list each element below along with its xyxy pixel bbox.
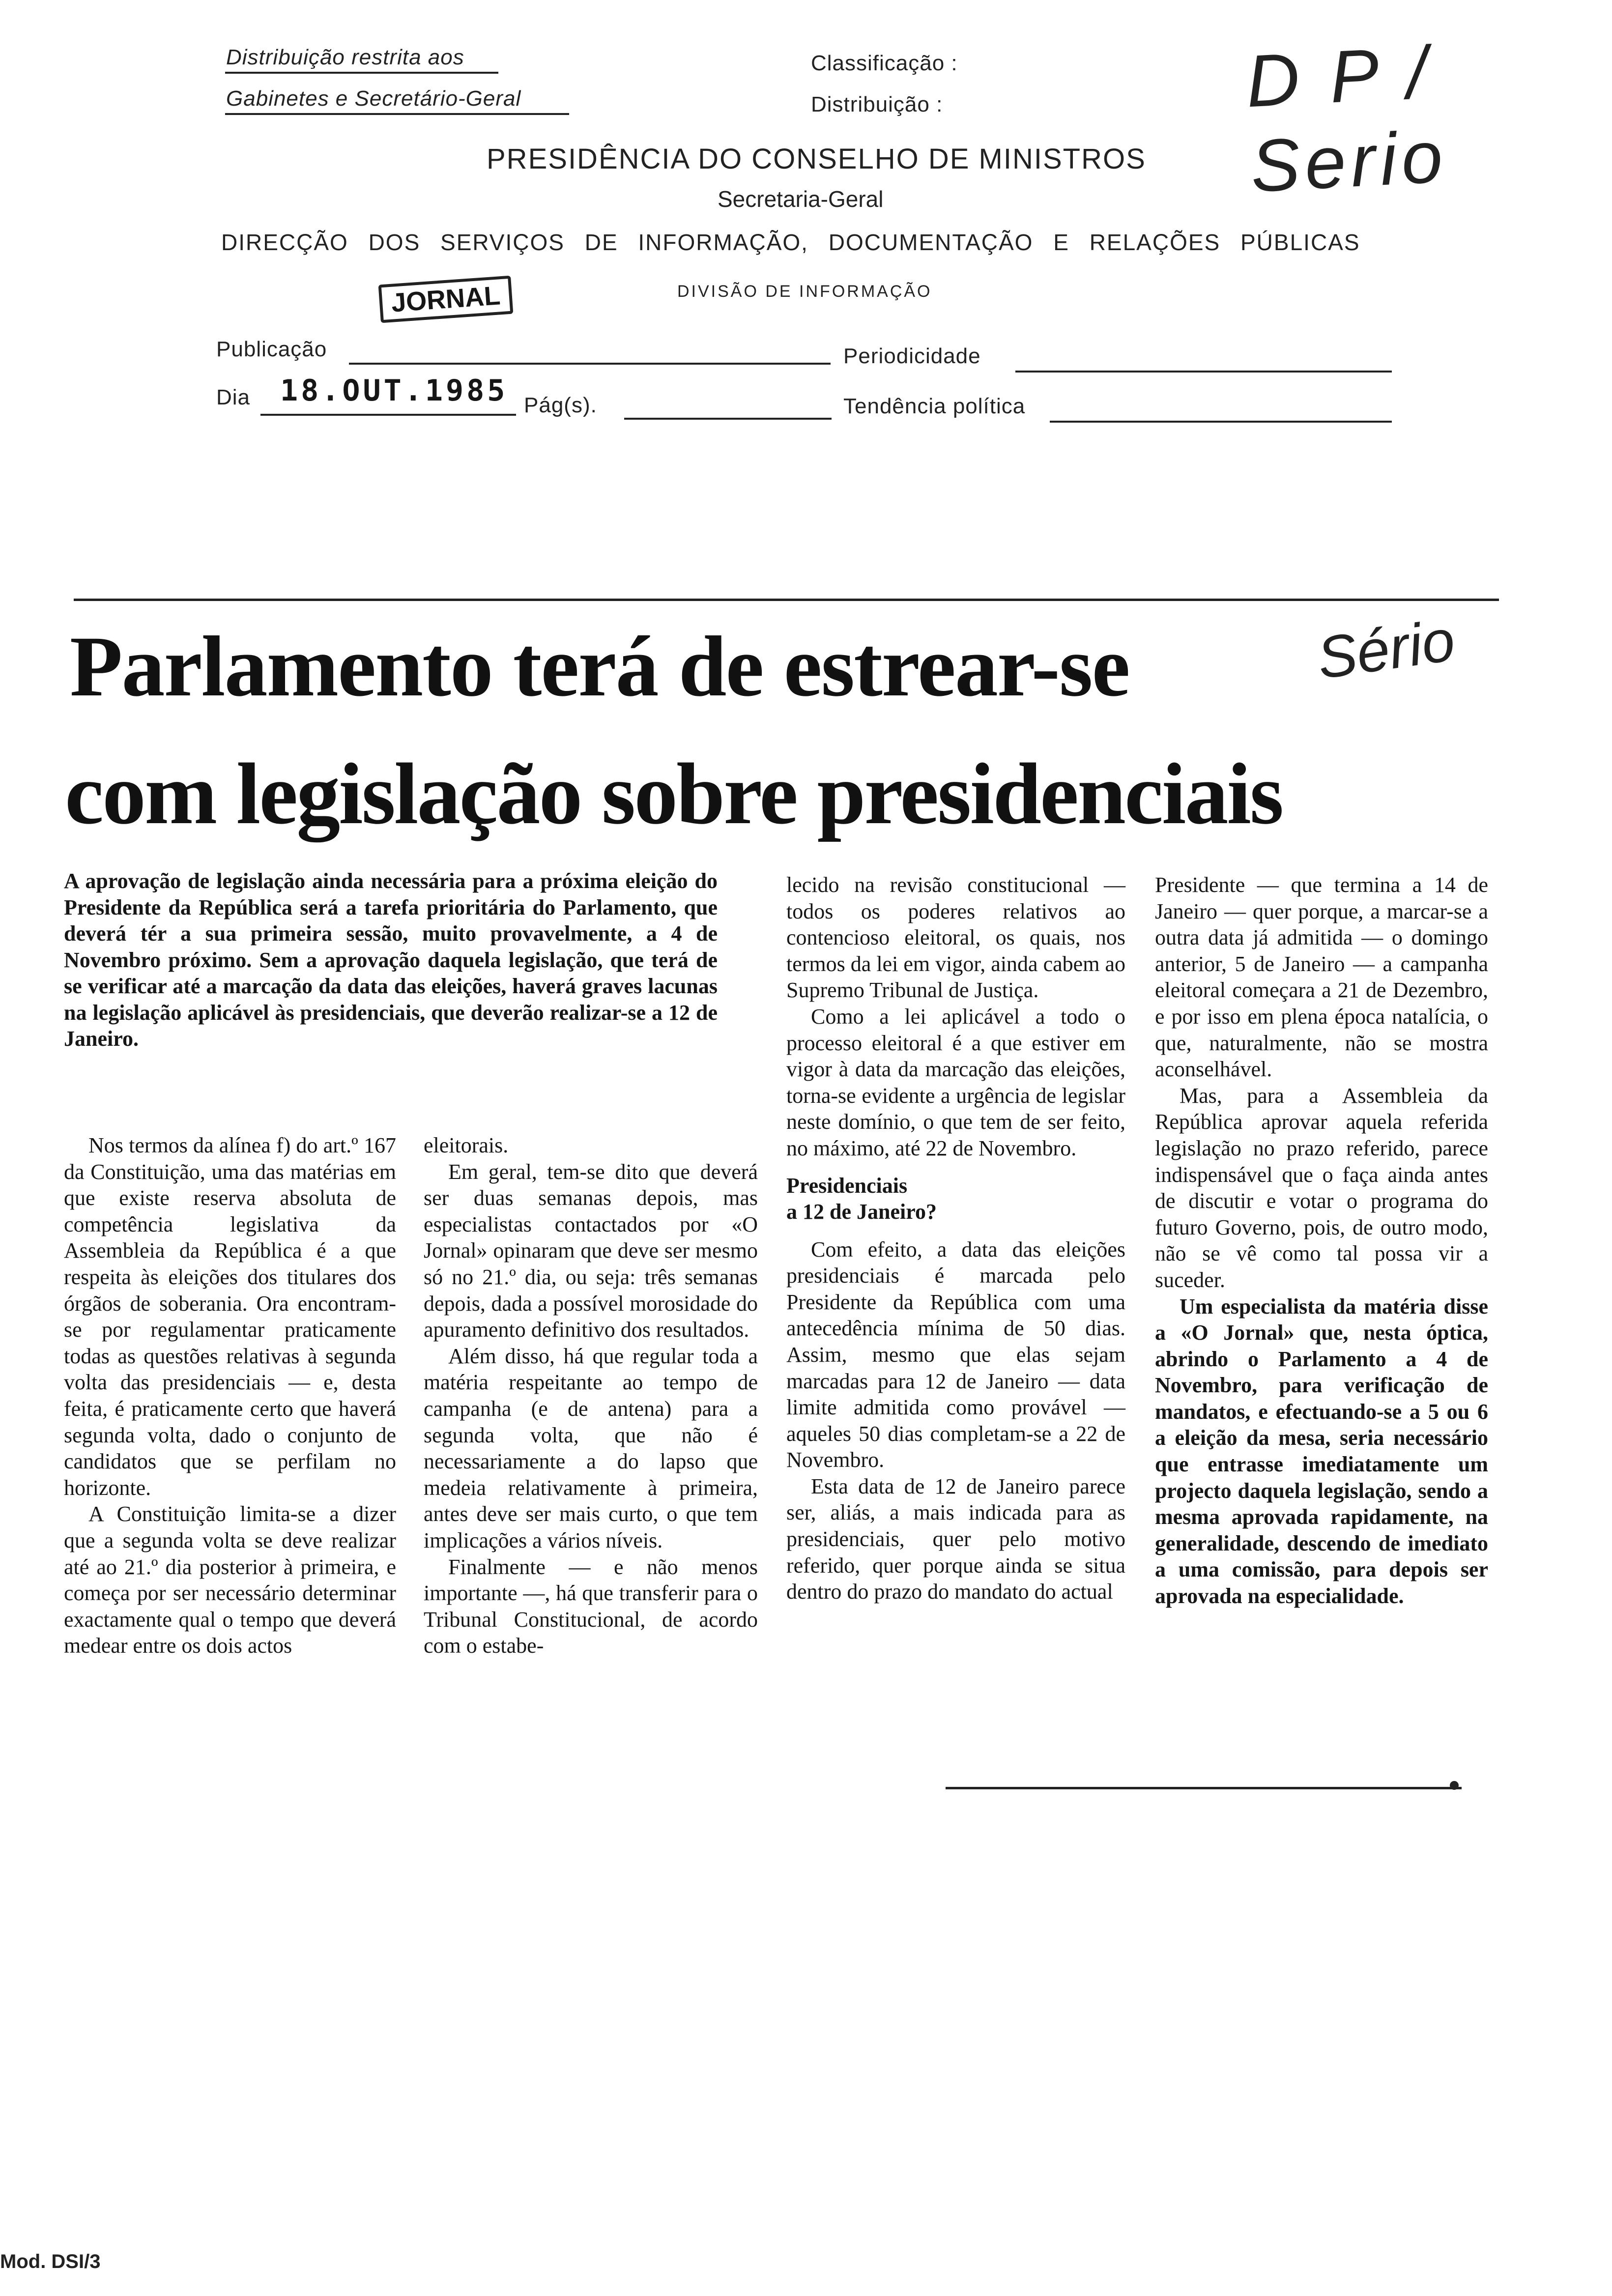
publicacao-label: Publicação xyxy=(216,337,327,361)
col4-paragraph-2: Mas, para a Assembleia da República aprovar aquela referida legislação no prazo referido, parece indispensável que o faça ainda antes de discutir e votar o programa do futuro Governo, pois, de outro modo, não se vê como tal possa vir a suceder. xyxy=(1155,1083,1488,1292)
article-end-rule xyxy=(946,1787,1462,1789)
col3-paragraph-4: Esta data de 12 de Janeiro parece ser, aliás, a mais indicada para as presidenciais, quer pelo motivo referido, quer porque ainda se situa dentro do prazo do mandato do actual xyxy=(786,1474,1125,1604)
tendencia-field xyxy=(1050,421,1392,423)
headline-line-2: com legislação sobre presidenciais xyxy=(65,745,1283,842)
restricted-underline-2 xyxy=(225,113,569,115)
subheading xyxy=(786,1173,1125,1225)
col2-paragraph-3: Além disso, há que regular toda a matéria respeitante ao tempo de campanha (e de antena) para a segunda volta, que não é necessariamente a do lapso que medeia relativamente à primeira, antes deve ser mais curto, o que tem implicações a vários níveis. xyxy=(424,1344,758,1552)
subheading-line-2: a 12 de Janeiro? xyxy=(786,1199,937,1224)
article-column-1 xyxy=(64,1132,396,1659)
restricted-distribution-line1: Distribuição restrita aos xyxy=(226,45,464,69)
col2-paragraph-2: Em geral, tem-se dito que deverá ser duas semanas depois, mas especialistas contactados por «O Jornal» opinaram que deve ser mesmo só no 21.º dia, ou seja: três semanas depois, dada a possível morosidade do apuramento definitivo dos resultados. xyxy=(424,1159,758,1342)
periodicidade-label: Periodicidade xyxy=(843,344,981,368)
form-code: Mod. DSI/3 xyxy=(0,2251,101,2272)
subheading-line-1: Presidenciais xyxy=(786,1173,908,1198)
col3-paragraph-3: Com efeito, a data das eleições presidenciais é marcada pelo Presidente da República com uma antecedência mínima de 50 dias. Assim, mesmo que elas sejam marcadas para 12 de Janeiro — data limite admitida como provável — aqueles 50 dias completam-se a 22 de Novembro. xyxy=(786,1237,1125,1472)
pags-field xyxy=(624,418,832,420)
pags-label: Pág(s). xyxy=(524,393,597,417)
article-column-2 xyxy=(424,1132,758,1659)
article-column-3 xyxy=(786,872,1125,1605)
article-column-4 xyxy=(1155,872,1488,1609)
col3-paragraph-1: lecido na revisão constitucional — todos os poderes relativos ao contencioso eleitoral, os quais, nos termos da lei em vigor, ainda cabem ao Supremo Tribunal de Justiça. xyxy=(786,873,1125,1003)
article-end-mark xyxy=(1450,1781,1459,1790)
division-label: DIVISÃO DE INFORMAÇÃO xyxy=(677,282,932,301)
jornal-stamp-text: JORNAL xyxy=(390,281,501,318)
direction-line: DIRECÇÃO DOS SERVIÇOS DE INFORMAÇÃO, DOCUMENTAÇÃO E RELAÇÕES PÚBLICAS xyxy=(221,230,1360,255)
jornal-stamp xyxy=(378,276,514,323)
handwritten-margin-note: Sério xyxy=(1313,607,1459,691)
col4-paragraph-3: Um especialista da matéria disse a «O Jornal» que, nesta óptica, abrindo o Parlamento a 4 de Novembro, para verificação de mandatos, e efectuando-se a 5 ou 6 a eleição da mesa, seria necessário que entrasse imediatamente um projecto daquela legislação, sendo a mesma aprovada rapidamente, na generalidade, descendo de imediato a uma comissão, para depois ser aprovada na especialidade. xyxy=(1155,1294,1488,1608)
col1-paragraph-1: Nos termos da alínea f) do art.º 167 da Constituição, uma das matérias em que existe reserva absoluta de competência legislativa da Assembleia da República é a que respeita às eleições dos titulares dos órgãos de soberania. Ora encontram-se por regulamentar praticamente todas as questões relativas à segunda volta das presidenciais — e, desta feita, é praticamente certo que haverá segunda volta, dado o conjunto de candidatos que se perfilam no horizonte. xyxy=(64,1133,396,1500)
col1-paragraph-2: A Constituição limita-se a dizer que a segunda volta se deve realizar até ao 21.º dia posterior à primeira, e começa por ser necessário determinar exactamente qual o tempo que deverá medear entre os dois actos xyxy=(64,1502,396,1658)
restricted-distribution-line2: Gabinetes e Secretário-Geral xyxy=(226,86,521,111)
col3-paragraph-2: Como a lei aplicável a todo o processo eleitoral é a que estiver em vigor à data da marcação das eleições, torna-se evidente a urgência de legislar neste domínio, o que tem de ser feito, no máximo, até 22 de Novembro. xyxy=(786,1004,1125,1160)
article-top-rule xyxy=(74,599,1499,601)
handwritten-reference: D P / Serio xyxy=(1244,30,1450,208)
col4-paragraph-1: Presidente — que termina a 14 de Janeiro — quer porque, a marcar-se a outra data já admitida — o domingo anterior, 5 de Janeiro — a campanha eleitoral começara a 21 de Dezembro, e por isso em plena época natalícia, o que, naturalmente, não se mostra aconselhável. xyxy=(1155,873,1488,1082)
org-title: PRESIDÊNCIA DO CONSELHO DE MINISTROS xyxy=(487,143,1146,175)
periodicidade-field xyxy=(1015,371,1392,373)
headline-line-1: Parlamento terá de estrear-se xyxy=(70,619,1129,715)
col2-paragraph-4: Finalmente — e não menos importante —, há que transferir para o Tribunal Constitucional, de acordo com o estabe- xyxy=(424,1554,758,1658)
dia-label: Dia xyxy=(216,385,251,409)
restricted-underline-1 xyxy=(225,72,498,74)
date-stamp: 18.OUT.1985 xyxy=(280,373,508,408)
distribuicao-label: Distribuição : xyxy=(811,92,943,116)
dia-field xyxy=(260,414,516,416)
col2-paragraph-1: eleitorais. xyxy=(424,1133,509,1157)
classificacao-label: Classificação : xyxy=(811,51,958,75)
tendencia-label: Tendência política xyxy=(843,394,1026,418)
publicacao-field xyxy=(349,363,831,365)
article-lead: A aprovação de legislação ainda necessária para a próxima eleição do Presidente da República será a tarefa prioritária do Parlamento, que deverá tér a sua primeira sessão, muito provavelmente, a 4 de Novembro próximo. Sem a aprovação daquela legislação, que terá de se verificar até a marcação da data das eleições, haverá graves lacunas na legislação aplicável às presidenciais, que deverão realizar-se a 12 de Janeiro. xyxy=(64,869,718,1051)
secretaria-geral: Secretaria-Geral xyxy=(718,186,884,212)
